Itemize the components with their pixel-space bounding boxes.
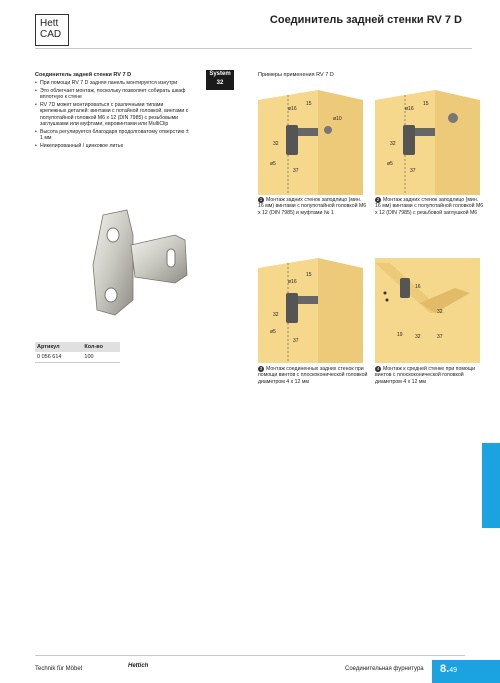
footer-section-name: Соединительная фурнитура — [345, 666, 424, 672]
page-number-main: 8. — [440, 663, 450, 675]
feature-item: • При помощи RV 7 D задняя панель монтируется изнутри — [35, 80, 190, 87]
fig2-dim: 15 — [423, 101, 429, 107]
figure-4-caption — [375, 366, 485, 385]
page-title: Соединитель задней стенки RV 7 D — [269, 14, 462, 26]
system32-logo-line2: 32 — [216, 80, 224, 86]
fig4-dim: 32 — [437, 309, 443, 315]
page-number-sub: 49 — [449, 667, 457, 674]
system32-logo — [206, 70, 234, 90]
figure-4-diagram — [375, 258, 480, 363]
figure-2-number: 2 — [376, 197, 380, 202]
fig3-dim: 32 — [273, 312, 279, 318]
fig1-dim: ø10 — [333, 116, 342, 122]
hettich-logo: Hettich — [128, 663, 149, 669]
hettcad-logo — [35, 14, 69, 46]
figure-3-text: Монтаж соединенных задних стенок при помощи винтов с плоскоконической головкой диаметром 4 х 12 мм — [258, 366, 368, 385]
figure-4-number: 4 — [376, 366, 380, 371]
connector-product-image — [75, 205, 205, 320]
footer-tagline: Technik für Möbel — [35, 666, 83, 672]
fig1-dim: ø5 — [270, 161, 276, 167]
table-header-row — [35, 342, 120, 352]
figure-1-text: Монтаж задних стенок заподлицо (мин. 16 мм) винтами с полупотайной головкой М6 х 12 (DIN 7985) и муфтами № 1 — [258, 197, 367, 216]
figure-3-caption — [258, 366, 368, 385]
column-header: Артикул — [35, 342, 82, 352]
feature-item: • Никелированный / цинковое литье — [35, 143, 190, 150]
page-number — [440, 663, 457, 675]
feature-list — [35, 80, 190, 150]
logo-line2: CAD — [40, 29, 62, 40]
fig3-dim: ø5 — [270, 329, 276, 335]
fig4-dim: 37 — [437, 334, 443, 340]
fig1-dim: 37 — [293, 168, 299, 174]
fig2-dim: 37 — [410, 168, 416, 174]
fig4-dim: 19 — [397, 332, 403, 338]
header-divider — [35, 48, 472, 49]
fig1-dim: ø16 — [288, 106, 297, 112]
footer-divider — [35, 655, 465, 656]
feature-item: • Это облегчает монтаж, поскольку позволяет собирать шкаф вплотную к стене — [35, 88, 190, 101]
figure-3-number: 3 — [259, 366, 263, 371]
quantity: 100 — [82, 352, 120, 363]
order-table — [35, 342, 120, 363]
examples-title: Примеры применения RV 7 D — [258, 72, 334, 78]
fig4-dim: 16 — [415, 284, 421, 290]
figure-1-caption — [258, 197, 368, 216]
fig4-dim: 32 — [415, 334, 421, 340]
fig2-dim: ø5 — [387, 161, 393, 167]
fig3-dim: 37 — [293, 338, 299, 344]
figure-2-diagram — [375, 90, 480, 195]
figure-1-number: 1 — [259, 197, 263, 202]
article-number: 0 056 614 — [35, 352, 82, 363]
chapter-tab — [482, 443, 500, 528]
feature-item: • Высота регулируется благодаря продолговатому отверстию ± 1 мм — [35, 129, 190, 142]
fig3-dim: 15 — [306, 272, 312, 278]
logo-line1: Hett — [40, 18, 59, 29]
intro-title: Соединитель задней стенки RV 7 D — [35, 72, 132, 78]
figure-2-text: Монтаж задних стенок заподлицо (мин. 16 мм) винтами с полупотайной головкой М6 х 12 (DIN 7985) с резьбовой заглушкой М6 — [375, 197, 484, 216]
figure-4-text: Монтаж к средней стенке при помощи винтов с плоскоконической головкой диаметром 4 х 12 мм — [375, 366, 475, 385]
fig1-dim: 15 — [306, 101, 312, 107]
system32-logo-line1: System — [209, 71, 231, 77]
fig3-dim: ø16 — [288, 279, 297, 285]
column-header: Кол-во — [82, 342, 120, 352]
feature-item: • RV 7D может монтироваться с различными типами крепежных деталей: винтами с потайной головкой, винтами с полупотайной головкой М6 х 12 (DIN 7985) с резьбовыми заглушками или муфтами, евровинтами или MultiClip — [35, 102, 190, 128]
fig2-dim: 32 — [390, 141, 396, 147]
fig1-dim: 32 — [273, 141, 279, 147]
table-row — [35, 352, 120, 363]
page-number-box — [432, 660, 500, 683]
figure-1-diagram — [258, 90, 363, 195]
fig2-dim: ø16 — [405, 106, 414, 112]
figure-2-caption — [375, 197, 485, 216]
figure-3-diagram — [258, 258, 363, 363]
